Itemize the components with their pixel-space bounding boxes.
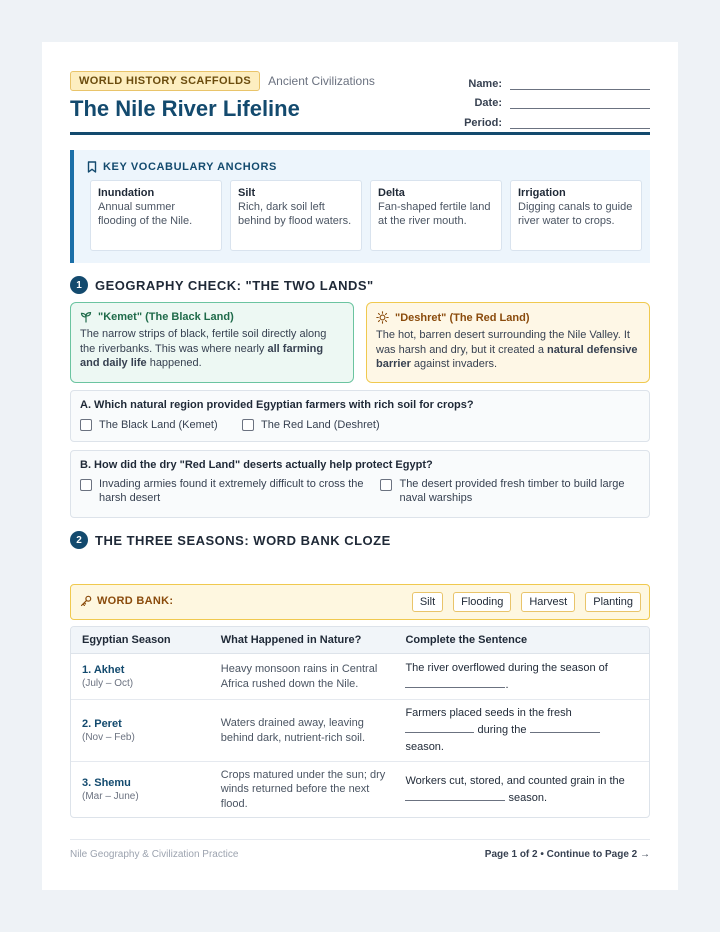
question-b-text: B. How did the dry "Red Land" deserts actually help protect Egypt? xyxy=(80,459,433,471)
vocab-term: Irrigation xyxy=(518,187,566,199)
sprout-icon xyxy=(80,311,92,323)
blank-answer[interactable] xyxy=(405,677,505,688)
checkbox[interactable] xyxy=(242,419,254,431)
column-header-nature: What Happened in Nature? xyxy=(220,633,362,646)
vocab-definition: Fan-shaped fertile land at the river mouth. xyxy=(378,201,491,227)
section-number: 1 xyxy=(70,276,88,294)
column-header-sentence: Complete the Sentence xyxy=(405,634,528,646)
vocab-definition: Digging canals to guide river water to crops. xyxy=(518,201,633,227)
student-info-fields xyxy=(450,70,650,129)
option-black-land[interactable]: The Black Land (Kemet) xyxy=(80,418,242,432)
season-name: 3. Shemu xyxy=(82,777,131,789)
name-label: Name: xyxy=(468,77,502,90)
period-field[interactable] xyxy=(510,117,650,129)
question-a xyxy=(70,390,650,442)
red-land-card xyxy=(366,302,650,383)
key-icon xyxy=(80,595,92,607)
vocab-definition: Rich, dark soil left behind by flood waters. xyxy=(238,201,352,227)
table-row-peret xyxy=(71,700,649,762)
black-land-description: The narrow strips of black, fertile soil directly along the riverbanks. This was where nearly all farming and daily life happened. xyxy=(80,328,327,369)
blank-answer[interactable] xyxy=(405,722,474,733)
vocab-term: Inundation xyxy=(98,187,155,199)
section-number: 2 xyxy=(70,531,88,549)
question-a-text: A. Which natural region provided Egyptian farmers with rich soil for crops? xyxy=(80,399,474,411)
black-land-title: "Kemet" (The Black Land) xyxy=(98,311,234,323)
vocab-card-delta xyxy=(370,180,502,251)
worksheet-header xyxy=(70,70,650,135)
red-land-description: The hot, barren desert surrounding the Nile Valley. It was harsh and dry, but it created a natural defensive barrier against invaders. xyxy=(376,329,638,370)
vocabulary-panel xyxy=(70,150,650,263)
checkbox[interactable] xyxy=(80,479,92,491)
vocab-card-irrigation xyxy=(510,180,642,251)
date-field[interactable] xyxy=(510,97,650,109)
cloze-sentence: Workers cut, stored, and counted grain in the season. xyxy=(405,774,625,804)
page-title: The Nile River Lifeline xyxy=(70,96,300,121)
nature-description: Waters drained away, leaving behind dark, nutrient-rich soil. xyxy=(220,717,366,744)
footer-course-name: Nile Geography & Civilization Practice xyxy=(70,849,239,860)
subject-label: Ancient Civilizations xyxy=(268,74,375,88)
black-land-card xyxy=(70,302,354,383)
checkbox[interactable] xyxy=(80,419,92,431)
sun-icon xyxy=(376,311,389,324)
seasons-table xyxy=(70,626,650,818)
vocabulary-heading: KEY VOCABULARY ANCHORS xyxy=(103,161,277,173)
word-bank xyxy=(70,584,650,620)
cloze-sentence: Farmers placed seeds in the fresh during the season. xyxy=(395,705,649,756)
vocab-card-inundation xyxy=(90,180,222,251)
date-label: Date: xyxy=(474,97,502,109)
option-timber-warships[interactable]: The desert provided fresh timber to build large naval warships xyxy=(380,477,640,505)
season-name: 2. Peret xyxy=(82,718,122,730)
bookmark-icon xyxy=(87,161,97,173)
red-land-title: "Deshret" (The Red Land) xyxy=(395,311,530,324)
nature-description: Heavy monsoon rains in Central Africa rushed down the Nile. xyxy=(220,663,378,690)
season-months: (July – Oct) xyxy=(82,678,134,689)
checkbox[interactable] xyxy=(380,479,392,491)
vocab-definition: Annual summer flooding of the Nile. xyxy=(98,201,193,227)
worksheet-page xyxy=(42,42,678,890)
word-chip-harvest: Harvest xyxy=(521,592,575,612)
table-row-akhet xyxy=(71,654,649,700)
word-chip-flooding: Flooding xyxy=(453,592,511,612)
section-1-heading xyxy=(70,276,374,294)
season-name: 1. Akhet xyxy=(82,664,125,676)
footer-page-indicator: Page 1 of 2 • Continue to Page 2 → xyxy=(484,849,650,860)
blank-answer[interactable] xyxy=(405,790,505,801)
cloze-sentence: The river overflowed during the season of . xyxy=(405,661,608,691)
word-chip-planting: Planting xyxy=(585,592,641,612)
vocab-term: Delta xyxy=(378,187,405,199)
option-red-land[interactable]: The Red Land (Deshret) xyxy=(242,418,380,432)
option-difficult-to-cross[interactable]: Invading armies found it extremely difficult to cross the harsh desert xyxy=(80,477,380,505)
name-field[interactable] xyxy=(510,78,650,90)
season-months: (Mar – June) xyxy=(82,791,139,802)
series-tag: WORLD HISTORY SCAFFOLDS xyxy=(70,71,260,91)
blank-answer[interactable] xyxy=(530,722,600,733)
vocab-card-silt xyxy=(230,180,362,251)
nature-description: Crops matured under the sun; dry winds returned before the next flood. xyxy=(220,768,386,810)
word-chip-silt: Silt xyxy=(412,592,443,612)
section-title: THE THREE SEASONS: WORD BANK CLOZE xyxy=(95,532,391,548)
page-footer xyxy=(70,839,650,860)
period-label: Period: xyxy=(464,116,502,129)
word-bank-label: WORD BANK: xyxy=(97,595,174,607)
section-2-heading xyxy=(70,531,391,549)
column-header-season: Egyptian Season xyxy=(82,634,171,646)
season-months: (Nov – Feb) xyxy=(82,732,135,743)
table-header xyxy=(71,627,649,654)
vocab-term: Silt xyxy=(238,187,256,199)
question-b xyxy=(70,450,650,518)
section-title: GEOGRAPHY CHECK: "THE TWO LANDS" xyxy=(95,277,374,293)
table-row-shemu xyxy=(71,762,649,817)
